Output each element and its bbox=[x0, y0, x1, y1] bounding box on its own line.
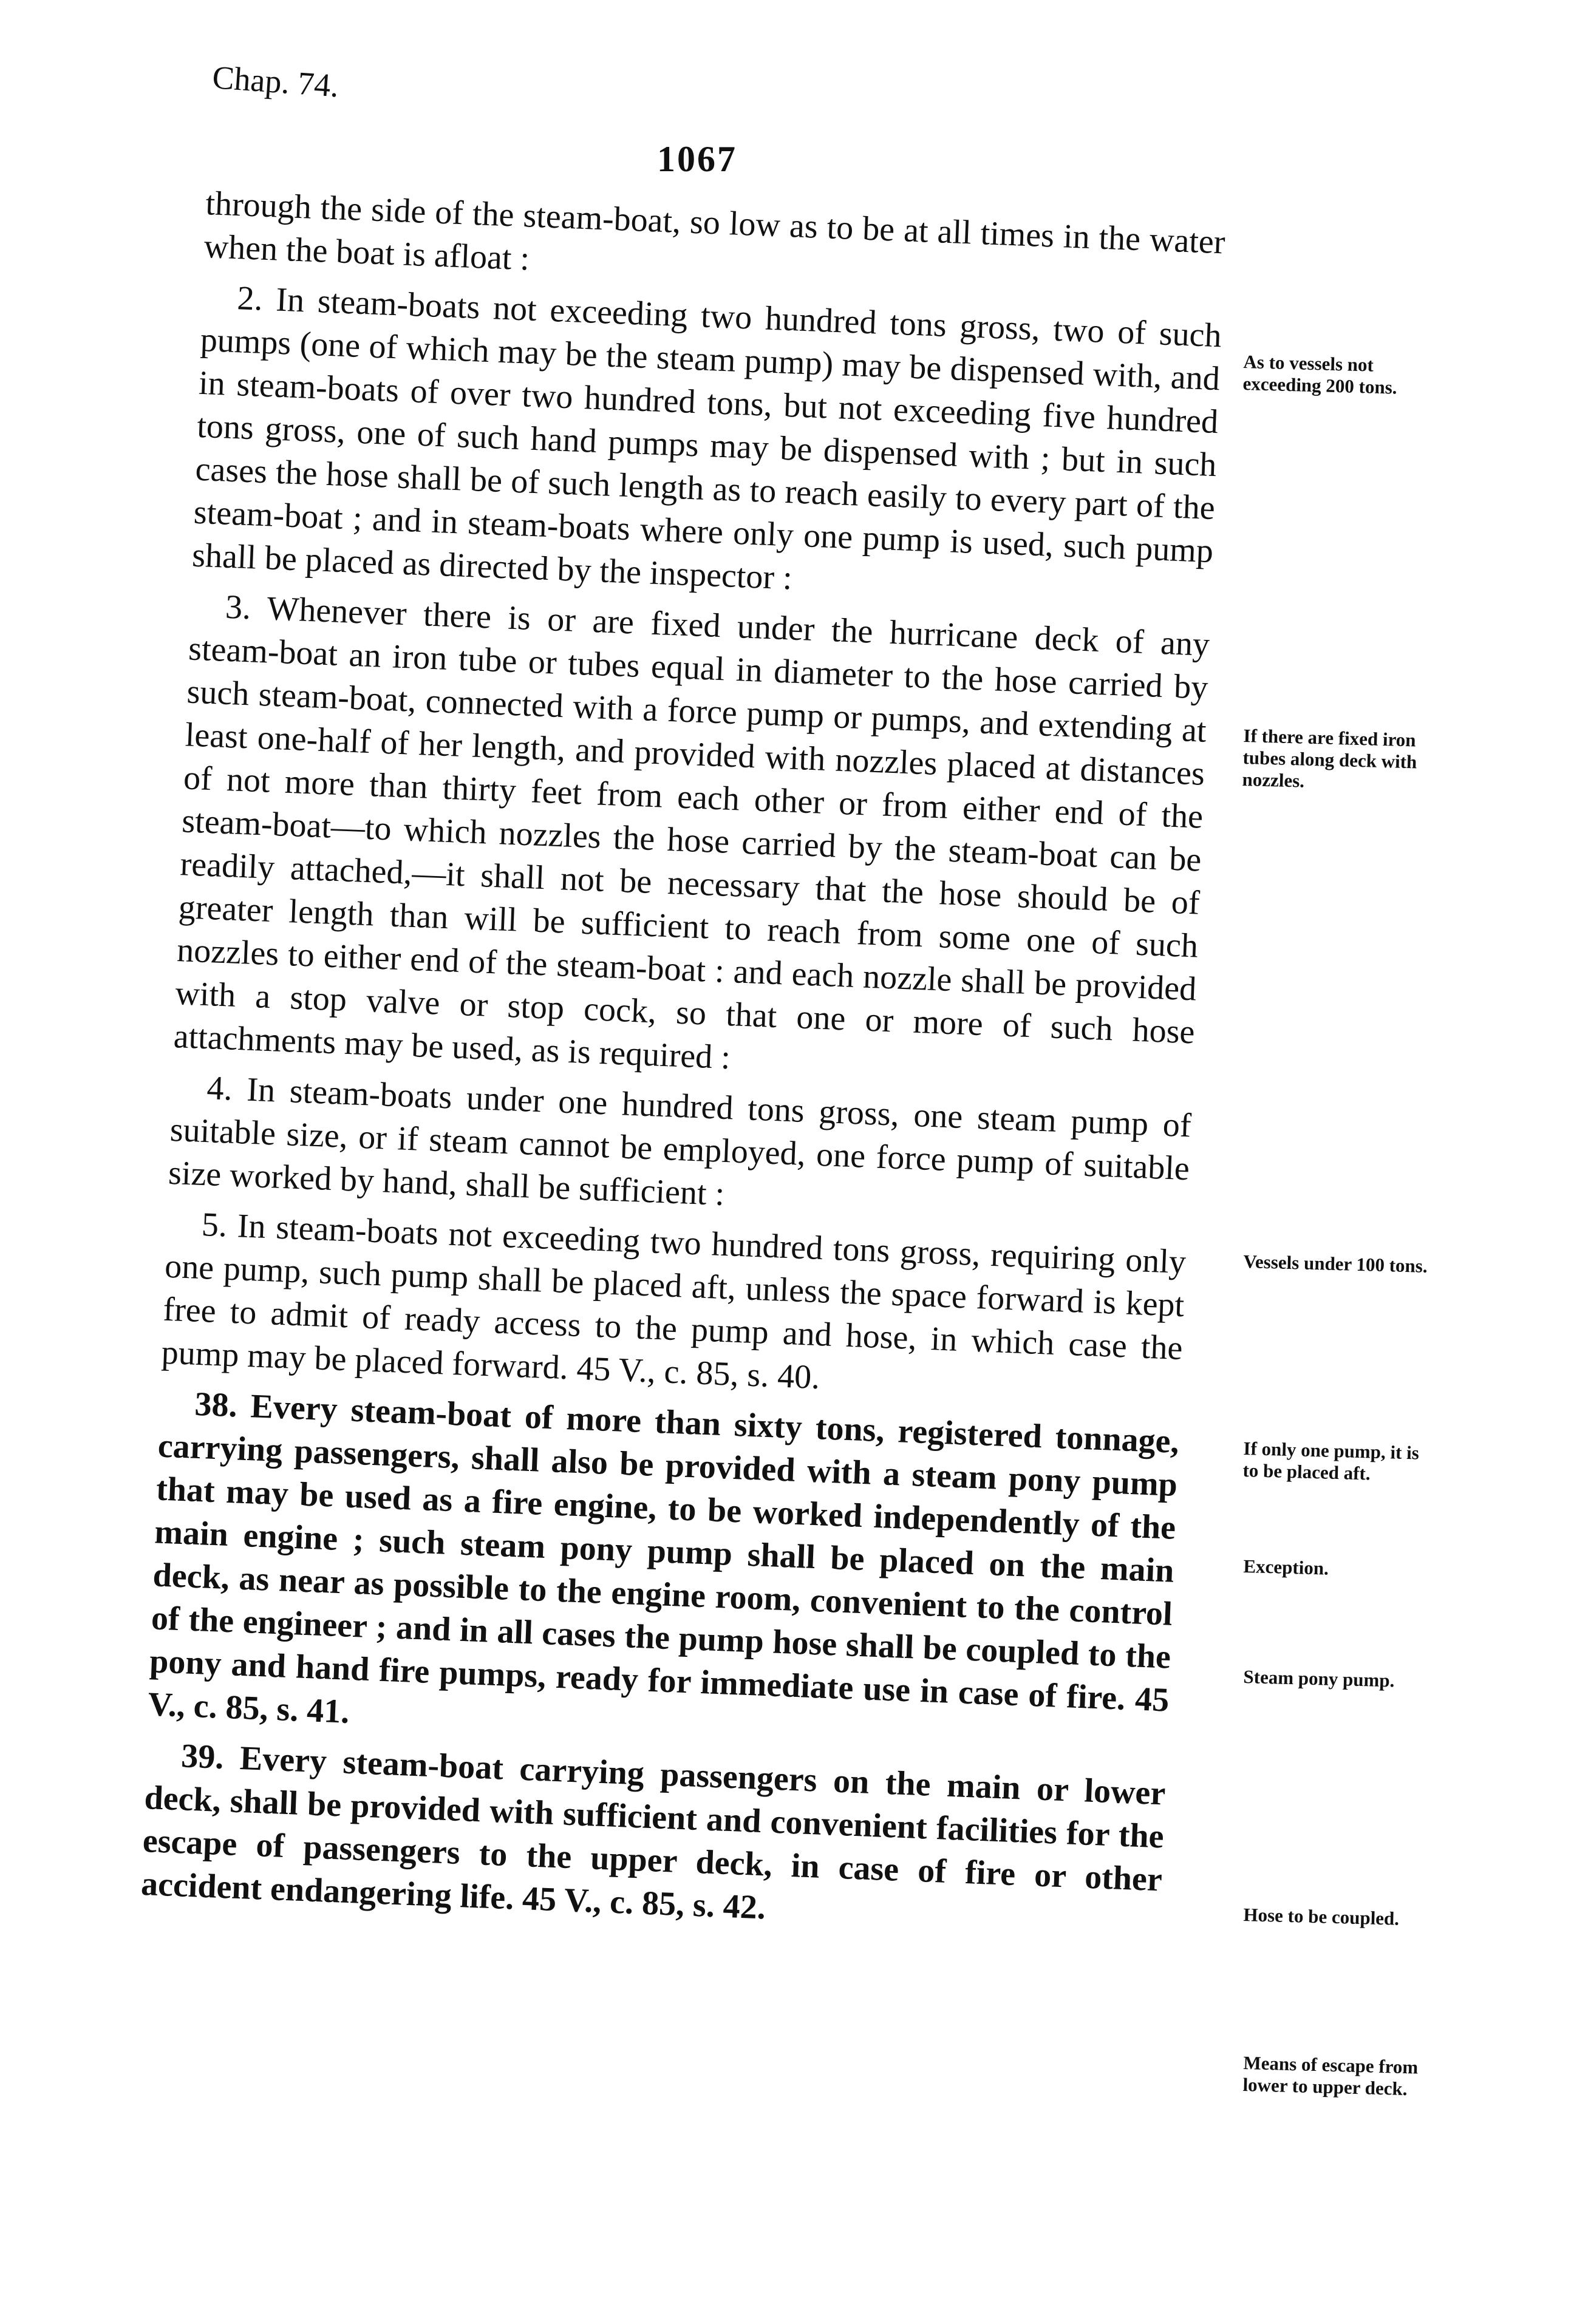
section-number: 39. bbox=[180, 1737, 225, 1776]
margin-note: As to vessels not exceeding 200 tons. bbox=[1242, 351, 1397, 398]
chapter-label: Chap. 74. bbox=[211, 58, 340, 104]
margin-note: Hose to be coupled. bbox=[1243, 1904, 1400, 1929]
margin-note: Exception. bbox=[1243, 1555, 1329, 1579]
body-text bbox=[140, 182, 1225, 1952]
page-number: 1067 bbox=[657, 139, 737, 179]
margin-note: Vessels under 100 tons. bbox=[1243, 1251, 1428, 1277]
section-number: 38. bbox=[194, 1385, 238, 1425]
paragraph-subsection-5: 5. In steam-boats not exceeding two hundred tons gross, requiring only one pump, such pump shall be placed aft, unless the space forward is kept free to admit of ready access to the pump and hose, in which case the pump may be placed forward. 45 V., c. 85, s. 40. bbox=[160, 1205, 1187, 1397]
margin-note: Steam pony pump. bbox=[1243, 1666, 1395, 1691]
section-text: Every steam-boat carrying passengers on the main or lower deck, shall be provided with sufficient and convenient facilities for the escape of passengers to the upper deck, in case of fire or other accident endangering life. 45 V., c. 85, s. 42. bbox=[140, 1739, 1167, 1927]
section-39 bbox=[140, 1733, 1167, 1945]
paragraph-subsection-4: 4. In steam-boats under one hundred tons gross, one steam pump of suitable size, or if steam cannot be employed, one force pump of suitable size worked by hand, shall be sufficient : bbox=[168, 1069, 1192, 1213]
margin-note: If there are fixed iron tubes along deck with nozzles. bbox=[1242, 725, 1417, 792]
paragraph-subsection-3: 3. Whenever there is or are fixed under the hurricane deck of any steam-boat an iron tube or tubes equal in diameter to the hose carried by such steam-boat, connected with a force pump or pumps, and extending at least one-half of her length, and provided with nozzles placed at distances of not more than thirty feet from each other or from either end of the steam-boat—to which nozzles the hose carried by the steam-boat can be readily attached,—it shall not be necessary that the hose should be of greater length than will be sufficient to reach from some one of such nozzles to either end of the steam-boat : and each nozzle shall be provided with a stop valve or stop cock, so that one or more of such hose attachments may be used, as is required : bbox=[172, 588, 1211, 1077]
margin-note: If only one pump, it is to be placed aft. bbox=[1242, 1438, 1420, 1484]
section-38 bbox=[147, 1382, 1180, 1765]
paragraph-subsection-2: 2. In steam-boats not exceeding two hundred tons gross, two of such pumps (one of which may be the steam pump) may be dispensed with, and in steam-boats of over two hundred tons, but not exceeding five hundred tons gross, one of such hand pumps may be dispensed with ; but in such cases the hose shall be of such length as to reach easily to every part of the steam-boat ; and in steam-boats where only one pump is used, such pump shall be placed as directed by the inspector : bbox=[191, 279, 1222, 597]
paragraph-continuation: through the side of the steam-boat, so low as to be at all times in the water when the boat is afloat : bbox=[203, 184, 1226, 278]
section-text: Every steam-boat of more than sixty tons, registered tonnage, carrying passengers, shall also be provided with a steam pony pump that may be used as a fire engine, to be worked independently of the main engine ; such steam pony pump shall be placed on the main deck, as near as possible to the engine room, convenient to the control of the engineer ; and in all cases the pump hose shall be coupled to the pony and hand fire pumps, ready for immediate use in case of fire. 45 V., c. 85, s. 41. bbox=[147, 1387, 1180, 1731]
margin-note: Means of escape from lower to upper deck. bbox=[1242, 2052, 1419, 2100]
